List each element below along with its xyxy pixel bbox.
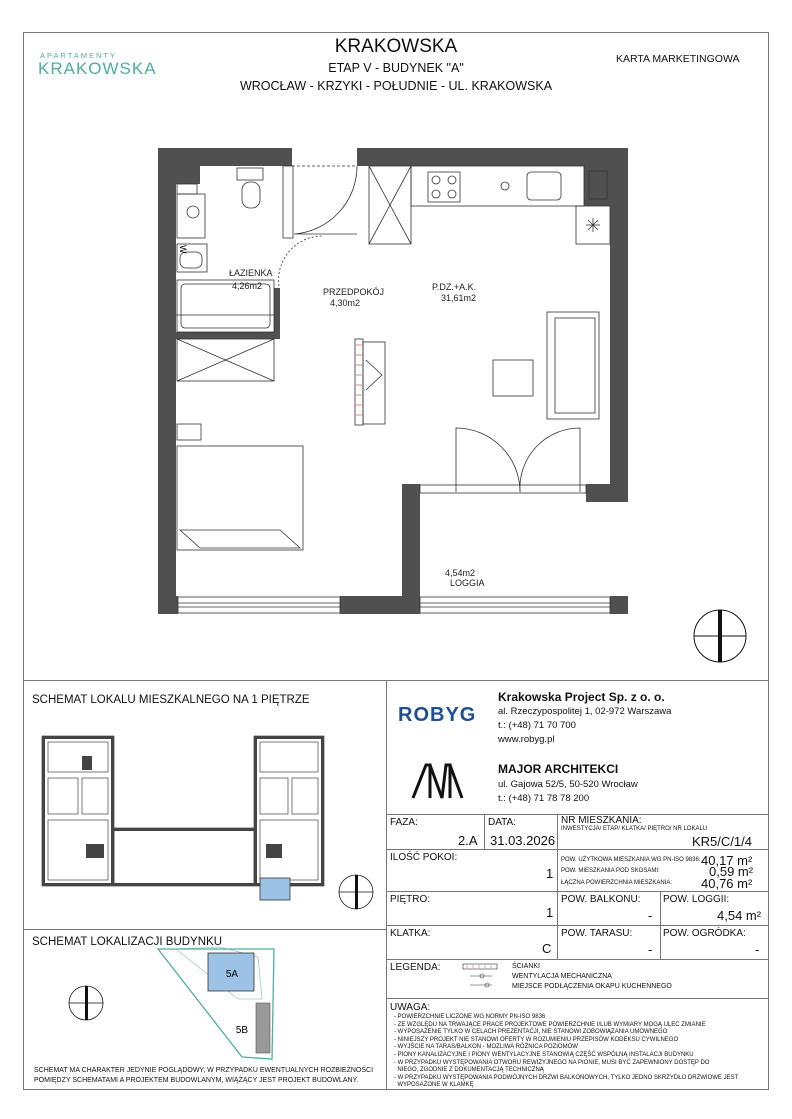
- area2-value: 0,59 m²: [709, 864, 754, 879]
- faza-value: 2.A: [458, 833, 478, 848]
- divider: [23, 680, 769, 681]
- note-item: - NINIEJSZY PROJEKT NIE STANOWI OFERTY W ROZUMIENIU PRZEPISÓW KODEKSU CYWILNEGO: [394, 1036, 679, 1043]
- area3-label: ŁĄCZNA POWIERZCHNIA MIESZKANIA:: [561, 880, 673, 886]
- divider: [386, 680, 387, 1090]
- klatka-value: C: [542, 941, 552, 956]
- note-item: - W PRZYPADKU WYSTĘPOWANIA PODWÓJNYCH DRZWI BALKONOWYCH, TYLKO JEDNO SKRZYDŁO DRZWIOWE JEST: [394, 1074, 739, 1081]
- grid-line: [386, 891, 769, 892]
- ogrodek-value: -: [755, 942, 760, 957]
- grid-line: [386, 959, 769, 960]
- living-name: P.DZ.+A.K.: [432, 282, 477, 292]
- notes-title: UWAGA:: [390, 1002, 431, 1013]
- legend-item: MIEJSCE PODŁĄCZENIA OKAPU KUCHENNEGO: [512, 983, 672, 990]
- taras-label: POW. TARASU:: [561, 928, 633, 939]
- grid-line: [386, 925, 769, 926]
- nr-value: KR5/C/1/4: [692, 834, 752, 849]
- klatka-label: KLATKA:: [390, 928, 431, 939]
- grid-line: [386, 849, 769, 850]
- data-label: DATA:: [488, 817, 516, 828]
- building-5a-label: 5A: [225, 969, 239, 980]
- location-schematic-title: SCHEMAT LOKALIZACJI BUDYNKU: [32, 936, 223, 948]
- floor-schematic: [30, 728, 380, 918]
- page-title: KRAKOWSKA: [334, 36, 458, 57]
- note-item: WYPOSAŻONE W KLAMKĘ: [394, 1082, 474, 1089]
- building-5b-label: 5B: [235, 1025, 249, 1036]
- developer-phone: t.: (+48) 71 70 700: [498, 720, 576, 731]
- logo-brand-text: KRAKOWSKA: [38, 59, 157, 78]
- highlighted-apartment: [260, 878, 290, 900]
- bathroom-fixtures: [177, 168, 274, 332]
- pietro-label: PIĘTRO:: [390, 894, 431, 905]
- balcony-doors: [456, 428, 580, 492]
- note-item: - ZE WZGLĘDU NA TRWAJĄCE PRACE PROJEKTOWE POWIERZCHNIE I/LUB WYMIARY MOGĄ ULEC ZMIANIE: [394, 1021, 706, 1028]
- divider: [23, 929, 387, 930]
- area2-label: POW. MIESZKANIA POD SKOSAMI:: [561, 868, 660, 874]
- pokoje-label: ILOŚĆ POKOI:: [390, 852, 458, 863]
- kitchen: [369, 166, 610, 244]
- developer-name: Krakowska Project Sp. z o. o.: [498, 690, 665, 704]
- balkon-value: -: [648, 908, 653, 923]
- note-item: - PIONY KANALIZACYJNE I PIONY WENTYLACYJNE STANOWIĄ CZĘŚĆ WSPÓLNĄ INSTALACJI BUDYNKU: [394, 1051, 694, 1058]
- legend-item: WENTYLACJA MECHANICZNA: [512, 973, 612, 980]
- loggia-area: 4,54m2: [445, 568, 476, 578]
- logo-top-text: APARTAMENTY: [40, 51, 118, 60]
- note-item: - W PRZYPADKU WYSTĘPOWANIA OTWORU REWIZYJNEGO NA PIONIE, MUSI BYĆ ZAPEWNIONY DOSTĘP DO: [394, 1059, 710, 1066]
- architect-logo-icon: [410, 762, 466, 802]
- area1-value: 40,17 m²: [701, 853, 753, 868]
- windows: [178, 485, 610, 613]
- hall-area: 4,30m2: [330, 298, 361, 308]
- note-item: NIEGO, ZGODNIE Z DOKUMENTACJĄ TECHNICZNĄ: [394, 1067, 544, 1074]
- grid-line: [660, 891, 661, 959]
- hall-name: PRZEDPOKÓJ: [323, 287, 385, 297]
- architect-address: ul. Gajowa 52/5, 50-520 Wrocław: [498, 779, 638, 790]
- balkon-label: POW. BALKONU:: [561, 894, 641, 905]
- pokoje-value: 1: [546, 866, 554, 881]
- living-area: 31,61m2: [441, 293, 477, 303]
- loggia-name: LOGGIA: [450, 578, 485, 588]
- washer-label: W: [178, 245, 188, 254]
- note-item: - WYJŚCIE NA TARAS/BALKON - MOŻLIWA RÓŻNICA POZIOMÓW: [394, 1044, 578, 1051]
- legend-symbols: [462, 962, 502, 994]
- developer-address: al. Rzeczypospolitej 1, 02-972 Warszawa: [498, 706, 672, 717]
- developer-website: www.robyg.pl: [498, 734, 555, 745]
- note-item: - POWIERZCHNIE LICZONE WG NORMY PN-ISO 9836: [394, 1014, 546, 1020]
- notes-list: [394, 1014, 764, 1090]
- faza-label: FAZA:: [390, 817, 418, 828]
- location-subtitle: WROCŁAW - KRZYKI - POŁUDNIE - UL. KRAKOWSKA: [239, 79, 553, 93]
- pietro-value: 1: [546, 905, 554, 920]
- disclaimer-line: POMIĘDZY SCHEMATAMI A PROJEKTEM BUDOWLANYM, WIĄŻĄCY JEST PROJEKT BUDOWLANY.: [34, 1077, 359, 1084]
- note-item: - WYPOSAŻENIE TYLKO W CELACH PREZENTACJI, NIE STANOWI ZOBOWIĄZANIA UMOWNEGO: [394, 1029, 668, 1036]
- disclaimer-line: SCHEMAT MA CHARAKTER JEDYNIE POGLĄDOWY, W PRZYPADKU EWENTUALNYCH ROZBIEŻNOŚCI: [34, 1067, 374, 1074]
- architect-phone: t.: (+48) 71 78 78 200: [498, 793, 590, 804]
- legend-title: LEGENDA:: [390, 962, 441, 973]
- taras-value: -: [648, 942, 653, 957]
- compass-icon: [694, 610, 746, 662]
- grid-line: [484, 814, 485, 850]
- robyg-logo: ROBYG: [398, 704, 477, 726]
- bathroom-name: ŁAZIENKA: [229, 268, 273, 278]
- architect-name: MAJOR ARCHITEKCI: [498, 762, 619, 776]
- grid-line: [386, 998, 769, 999]
- nr-label: NR MIESZKANIA:: [561, 815, 642, 826]
- nr-sublabel: INWESTYCJA/ ETAP/ KLATKA/ PIĘTRO/ NR LOKALU: [561, 826, 708, 832]
- stage-subtitle: ETAP V - BUDYNEK "A": [328, 61, 464, 75]
- loggia-label: POW. LOGGII:: [663, 894, 730, 905]
- living-furniture: [177, 312, 599, 550]
- bathroom-area: 4,26m2: [232, 281, 263, 291]
- grid-line: [557, 814, 558, 959]
- ogrodek-label: POW. OGRÓDKA:: [663, 928, 746, 939]
- compass-icon: [69, 986, 103, 1020]
- hall-wardrobe: [177, 339, 385, 425]
- data-value: 31.03.2026: [490, 833, 556, 848]
- area1-label: POW. UŻYTKOWA MIESZKANIA WG PN-ISO 9836:: [561, 857, 701, 863]
- card-type: KARTA MARKETINGOWA: [616, 53, 740, 65]
- loggia-value: 4,54 m²: [717, 908, 762, 923]
- location-schematic: [30, 945, 380, 1065]
- legend-item: ŚCIANKI: [512, 963, 541, 970]
- floor-schematic-title: SCHEMAT LOKALU MIESZKALNEGO NA 1 PIĘTRZE: [32, 694, 310, 706]
- compass-icon: [339, 875, 373, 909]
- entrance-door: [279, 166, 357, 286]
- area3-value: 40,76 m²: [701, 876, 753, 891]
- partition-lines: [176, 166, 607, 315]
